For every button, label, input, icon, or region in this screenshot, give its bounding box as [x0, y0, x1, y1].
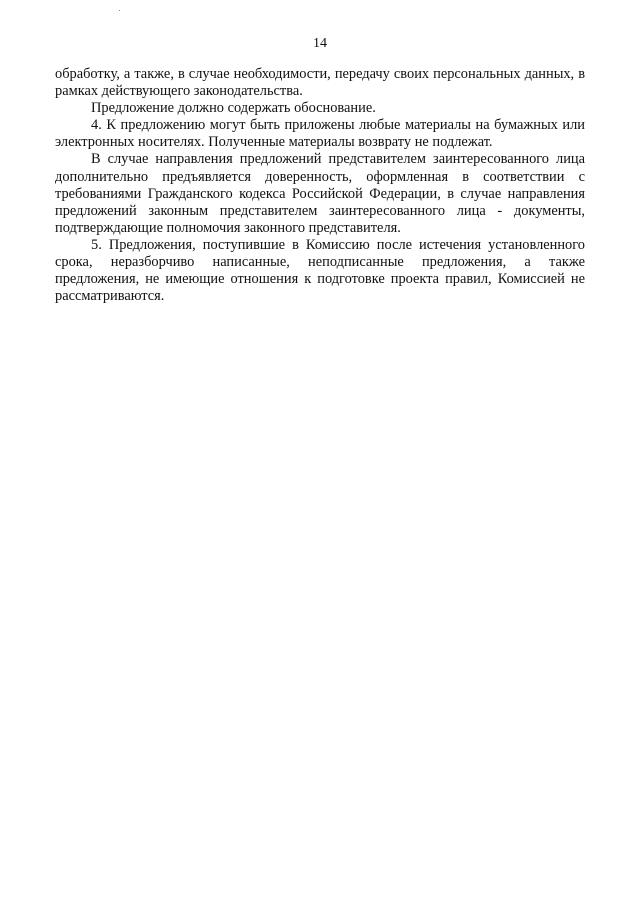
- paragraph-representative: В случае направления предложений представителем заинтересованного лица дополнительно предъявляется доверенность, оформленная в соответствии с требованиями Гражданского кодекса Российской Федерации, в случае направления предложений законным представителем заинтересованного лица - документы, подтверждающие полномочия законного представителя.: [55, 151, 585, 236]
- document-body: [55, 66, 585, 305]
- paragraph-item-4: 4. К предложению могут быть приложены любые материалы на бумажных или электронных носителях. Полученные материалы возврату не подлежат.: [55, 117, 585, 151]
- paragraph-justification: Предложение должно содержать обоснование.: [91, 100, 376, 117]
- page-number: 14: [313, 36, 327, 51]
- paragraph-item-5: 5. Предложения, поступившие в Комиссию после истечения установленного срока, неразборчиво написанные, неподписанные предложения, а также предложения, не имеющие отношения к подготовке проекта правил, Комиссией не рассматриваются.: [55, 236, 585, 305]
- paragraph-continuation: обработку, а также, в случае необходимости, передачу своих персональных данных, в рамках действующего законодательства.: [55, 66, 585, 100]
- scan-artifact: [119, 10, 120, 11]
